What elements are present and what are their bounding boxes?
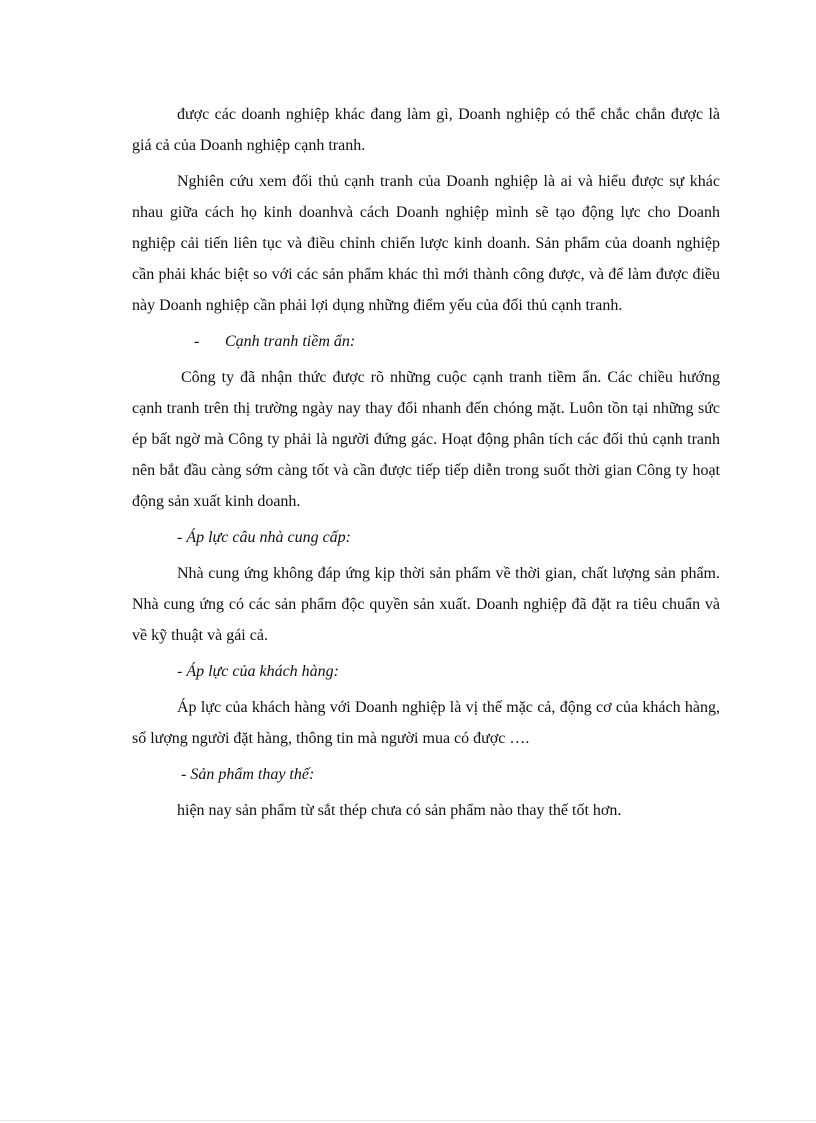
document-body — [132, 99, 720, 831]
heading-potential-competition-label: Cạnh tranh tiềm ẩn: — [225, 333, 356, 350]
paragraph-substitute-products: hiện nay sản phẩm từ sắt thép chưa có sản phẩm nào thay thế tốt hơn. — [177, 802, 622, 819]
paragraph-competitor-research: Nghiên cứu xem đối thủ cạnh tranh của Doanh nghiệp là ai và hiểu được sự khác nhau giữa cách họ kinh doanhvà cách Doanh nghiệp mình sẽ tạo động lực cho Doanh nghiệp cải tiến liên tục và điều chỉnh chiến lược kinh doanh. Sản phẩm của doanh nghiệp cần phải khác biệt so với các sản phẩm khác thì mới thành công được, và để làm được điều này Doanh nghiệp cần phải lợi dụng những điểm yếu của đối thủ cạnh tranh. — [132, 173, 720, 314]
page-bottom-divider — [0, 1120, 816, 1121]
heading-substitute-products: - Sản phẩm thay thế: — [181, 766, 315, 783]
paragraph-price-competition: được các doanh nghiệp khác đang làm gì, Doanh nghiệp có thể chắc chắn được là giá cả của Doanh nghiệp cạnh tranh. — [132, 106, 720, 154]
heading-customer-pressure: - Áp lực của khách hàng: — [177, 663, 340, 680]
heading-potential-competition — [132, 326, 720, 357]
heading-dash: - — [194, 333, 200, 350]
paragraph-supplier-pressure: Nhà cung ứng không đáp ứng kịp thời sản phẩm về thời gian, chất lượng sản phẩm. Nhà cung ứng có các sản phẩm độc quyền sản xuất. Doanh nghiệp đã đặt ra tiêu chuẩn và về kỹ thuật và gái cả. — [132, 565, 720, 644]
heading-supplier-pressure: - Áp lực câu nhà cung cấp: — [177, 529, 352, 546]
paragraph-potential-competition: Công ty đã nhận thức được rõ những cuộc cạnh tranh tiềm ẩn. Các chiều hướng cạnh tranh trên thị trường ngày nay thay đổi nhanh đến chóng mặt. Luôn tồn tại những sức ép bất ngờ mà Công ty phải là người đứng gác. Hoạt động phân tích các đối thủ cạnh tranh nên bắt đầu càng sớm càng tốt và cần được tiếp tiếp diễn trong suốt thời gian Công ty hoạt động sản xuất kinh doanh. — [132, 369, 720, 510]
paragraph-customer-pressure: Áp lực của khách hàng với Doanh nghiệp là vị thế mặc cả, động cơ của khách hàng, số lượng người đặt hàng, thông tin mà người mua có được …. — [132, 699, 720, 747]
